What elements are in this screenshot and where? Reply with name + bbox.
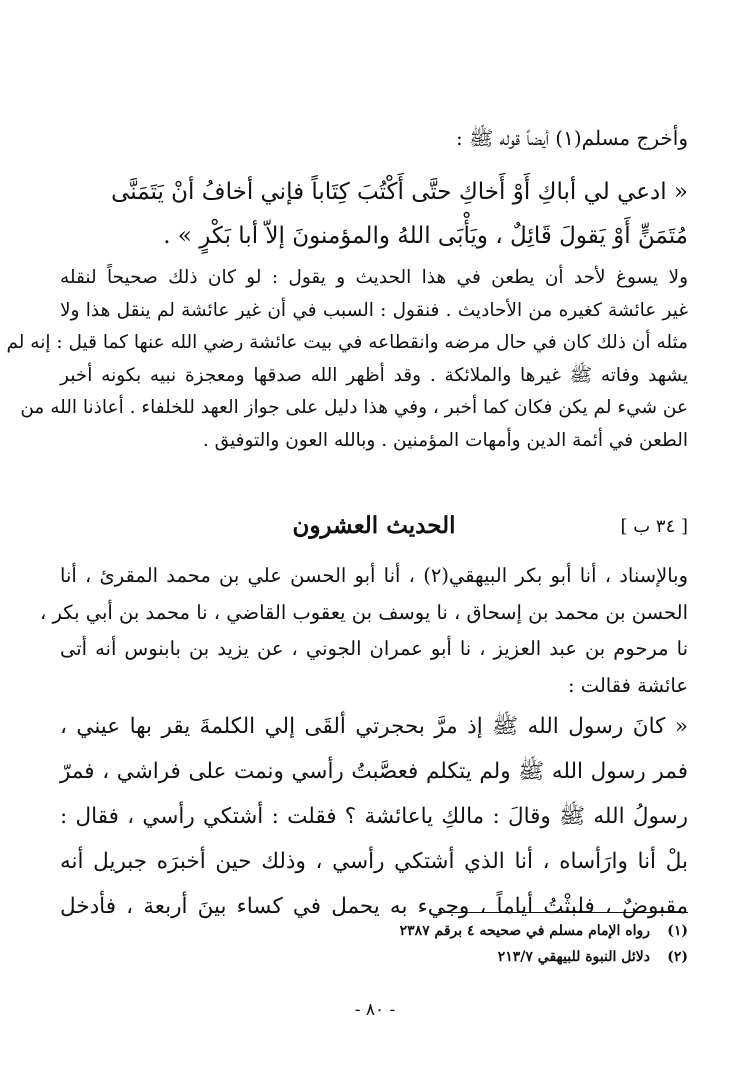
footnote-text: رواه الإمام مسلم في صحيحه ٤ برقم ٢٣٨٧: [399, 923, 650, 939]
quote2-line: رسولُ الله ﷺ وقالَ : مالكِ ياعائشة ؟ فقلت : أشتكي رأسي ، فقال :: [60, 804, 688, 829]
quote1-line: « ادعي لي أباكِ أَوْ أَخاكِ حتَّى أَكْتُبَ كِتَاباً فإني أخافُ أنْ يَتَمَنَّى: [111, 179, 688, 205]
isnad-line: نا مرحوم بن عبد العزيز ، نا أبو عمران الجوني ، عن يزيد بن بابنوس أنه أتى: [60, 637, 688, 660]
section-heading: [60, 512, 688, 548]
quote1-line: مُتَمَنٍّ أَوْ يَقولَ قَائِلٌ ، ويَأْبَى اللهُ والمؤمنونَ إلاّ أبا بَكْرٍ » .: [163, 223, 688, 249]
intro-line: [60, 124, 688, 150]
hadith-quote-2: [60, 704, 688, 929]
para-line: ولا يسوغ لأحد أن يطعن في هذا الحديث و يقول : لو كان ذلك صحيحاً لنقله: [60, 267, 688, 288]
isnad-line: الحسن بن محمد بن إسحاق ، نا يوسف بن يعقوب القاضي ، نا محمد بن أبي بكر ،: [40, 600, 688, 624]
isnad-paragraph: [40, 558, 688, 704]
para-line: الطعن في أئمة الدين وأمهات المؤمنين . وبالله العون والتوفيق .: [202, 429, 688, 451]
footnote: [200, 918, 688, 944]
para-line: يشهد وفاته ﷺ غيرها والملائكة . وقد أظهر الله صدقها ومعجزة نبيه بكونه أخبر: [60, 364, 688, 386]
footnote-number: (٢): [667, 949, 688, 965]
footnote: [200, 944, 688, 970]
quote2-line: بلْ أنا وارَأساه ، أنا الذي أشتكي رأسي ، وذلك حين أخبرَه جبريل أنه: [60, 849, 688, 874]
quote2-line: « كانَ رسول الله ﷺ إذ مرَّ بحجرتي ألقَى إلي الكلمةَ يقر بها عيني ،: [60, 714, 688, 739]
isnad-line: وبالإسناد ، أنا أبو بكر البيهقي(٢) ، أنا أبو الحسن علي بن محمد المقرئ ، أنا: [60, 564, 688, 587]
quote2-line: مقبوضٌ ، فلبثْتُ أياماً ، وجيء به يحمل في كساء بينَ أربعة ، فأدخل: [60, 894, 688, 919]
footnote-text: دلائل النبوة للبيهقي ٢١٣/٧: [497, 949, 650, 965]
footnote-divider: [438, 912, 688, 913]
isnad-line: عائشة فقالت :: [567, 673, 688, 697]
para-line: غير عائشة كغيره من الأحاديث . فنقول : السبب في أن غير عائشة لم ينقل هذا ولا: [60, 299, 688, 321]
hadith-quote-1: [60, 170, 688, 258]
footnote-number: (١): [667, 923, 688, 939]
intro-text: وأخرج مسلم(١) أيضاً قوله ﷺ :: [456, 126, 688, 150]
section-title: الحديث العشرون: [292, 512, 456, 539]
page-number: - ٨٠ -: [354, 1000, 396, 1020]
para-line: عن شيء لم يكن فكان كما أخبر ، وفي هذا دليل على جواز العهد للخلفاء . أعاذنا الله من: [20, 397, 688, 418]
commentary-paragraph: [6, 262, 688, 457]
para-line: مثله أن ذلك كان في حال مرضه وانقطاعه في بيت عائشة رضي الله عنها كما قيل : إنه لم: [6, 332, 688, 353]
quote2-line: فمر رسول الله ﷺ ولم يتكلم فعصَّبتُ رأسي ونمت على فراشي ، فمرّ: [60, 759, 688, 784]
folio-reference: [ ٣٤ ب ]: [620, 516, 688, 537]
footnotes: [200, 918, 688, 970]
